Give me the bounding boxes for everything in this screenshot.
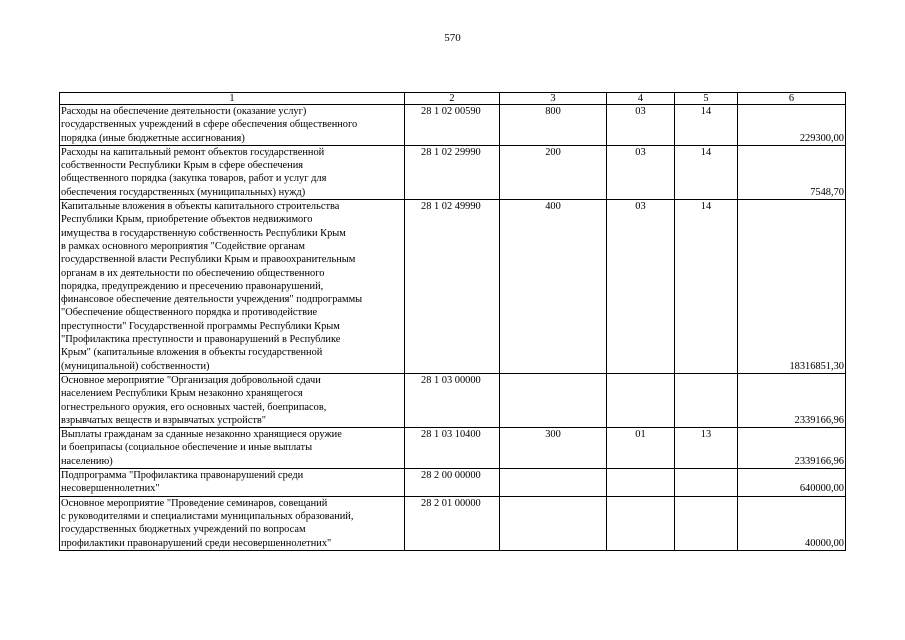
row-code: 28 2 01 00000 (405, 496, 500, 550)
row-amount: 40000,00 (738, 496, 846, 550)
row-section: 03 (607, 200, 675, 374)
row-section (607, 496, 675, 550)
row-description: Капитальные вложения в объекты капитального строительства Республики Крым, приобретение объектов недвижимого имущества в государственную собственность Республики Крым в рамках основного мероприятия "Содействие органам государственной власти Республики Крым и правоохранительным органам в их деятельности по обеспечению общественного порядка, предупреждению и пресечению правонарушений, финансовое обеспечение деятельности учреждения" подпрограммы "Обеспечение общественного порядка и противодействие преступности" Государственной программы Республики Крым "Профилактика преступности и правонарушений в Республике Крым" (капитальные вложения в объекты государственной (муниципальной) собственности) (60, 200, 405, 374)
row-subsection (675, 469, 738, 497)
row-amount: 229300,00 (738, 105, 846, 146)
row-code: 28 1 02 49990 (405, 200, 500, 374)
row-subsection: 13 (675, 428, 738, 469)
row-amount: 640000,00 (738, 469, 846, 497)
row-section (607, 373, 675, 427)
row-section: 03 (607, 105, 675, 146)
table-header-row (60, 93, 846, 105)
row-code: 28 1 02 29990 (405, 145, 500, 199)
row-amount: 7548,70 (738, 145, 846, 199)
column-header: 6 (738, 93, 846, 105)
column-header: 2 (405, 93, 500, 105)
row-amount: 2339166,96 (738, 373, 846, 427)
row-type: 300 (500, 428, 607, 469)
table-row (60, 145, 846, 199)
row-description: Основное мероприятие "Организация добровольной сдачи населением Республики Крым незаконно хранящегося огнестрельного оружия, его основных частей, боеприпасов, взрывчатых веществ и взрывчатых устройств" (60, 373, 405, 427)
row-section: 03 (607, 145, 675, 199)
row-type: 800 (500, 105, 607, 146)
row-code: 28 2 00 00000 (405, 469, 500, 497)
row-description: Расходы на капитальный ремонт объектов государственной собственности Республики Крым в сфере обеспечения общественного порядка (закупка товаров, работ и услуг для обеспечения государственных (муниципальных) нужд) (60, 145, 405, 199)
row-description: Выплаты гражданам за сданные незаконно хранящиеся оружие и боеприпасы (социальное обеспечение и иные выплаты населению) (60, 428, 405, 469)
row-subsection: 14 (675, 145, 738, 199)
table-row (60, 469, 846, 497)
row-code: 28 1 02 00590 (405, 105, 500, 146)
table-row (60, 105, 846, 146)
page-number: 570 (444, 32, 461, 44)
table-row (60, 428, 846, 469)
row-section (607, 469, 675, 497)
row-type (500, 373, 607, 427)
row-type (500, 496, 607, 550)
row-code: 28 1 03 00000 (405, 373, 500, 427)
row-section: 01 (607, 428, 675, 469)
row-type: 200 (500, 145, 607, 199)
row-subsection (675, 496, 738, 550)
row-subsection (675, 373, 738, 427)
row-amount: 2339166,96 (738, 428, 846, 469)
row-code: 28 1 03 10400 (405, 428, 500, 469)
column-header: 4 (607, 93, 675, 105)
row-description: Основное мероприятие "Проведение семинаров, совещаний с руководителями и специалистами муниципальных образований, государственных бюджетных учреждений по вопросам профилактики правонарушений среди несовершеннолетних" (60, 496, 405, 550)
column-header: 3 (500, 93, 607, 105)
row-description: Подпрограмма "Профилактика правонарушений среди несовершеннолетних" (60, 469, 405, 497)
row-subsection: 14 (675, 200, 738, 374)
table-row (60, 373, 846, 427)
row-type: 400 (500, 200, 607, 374)
column-header: 5 (675, 93, 738, 105)
row-subsection: 14 (675, 105, 738, 146)
row-type (500, 469, 607, 497)
row-description: Расходы на обеспечение деятельности (оказание услуг) государственных учреждений в сфере обеспечения общественного порядка (иные бюджетные ассигнования) (60, 105, 405, 146)
column-header: 1 (60, 93, 405, 105)
row-amount: 18316851,30 (738, 200, 846, 374)
budget-table (59, 92, 846, 551)
table-row (60, 200, 846, 374)
table-row (60, 496, 846, 550)
